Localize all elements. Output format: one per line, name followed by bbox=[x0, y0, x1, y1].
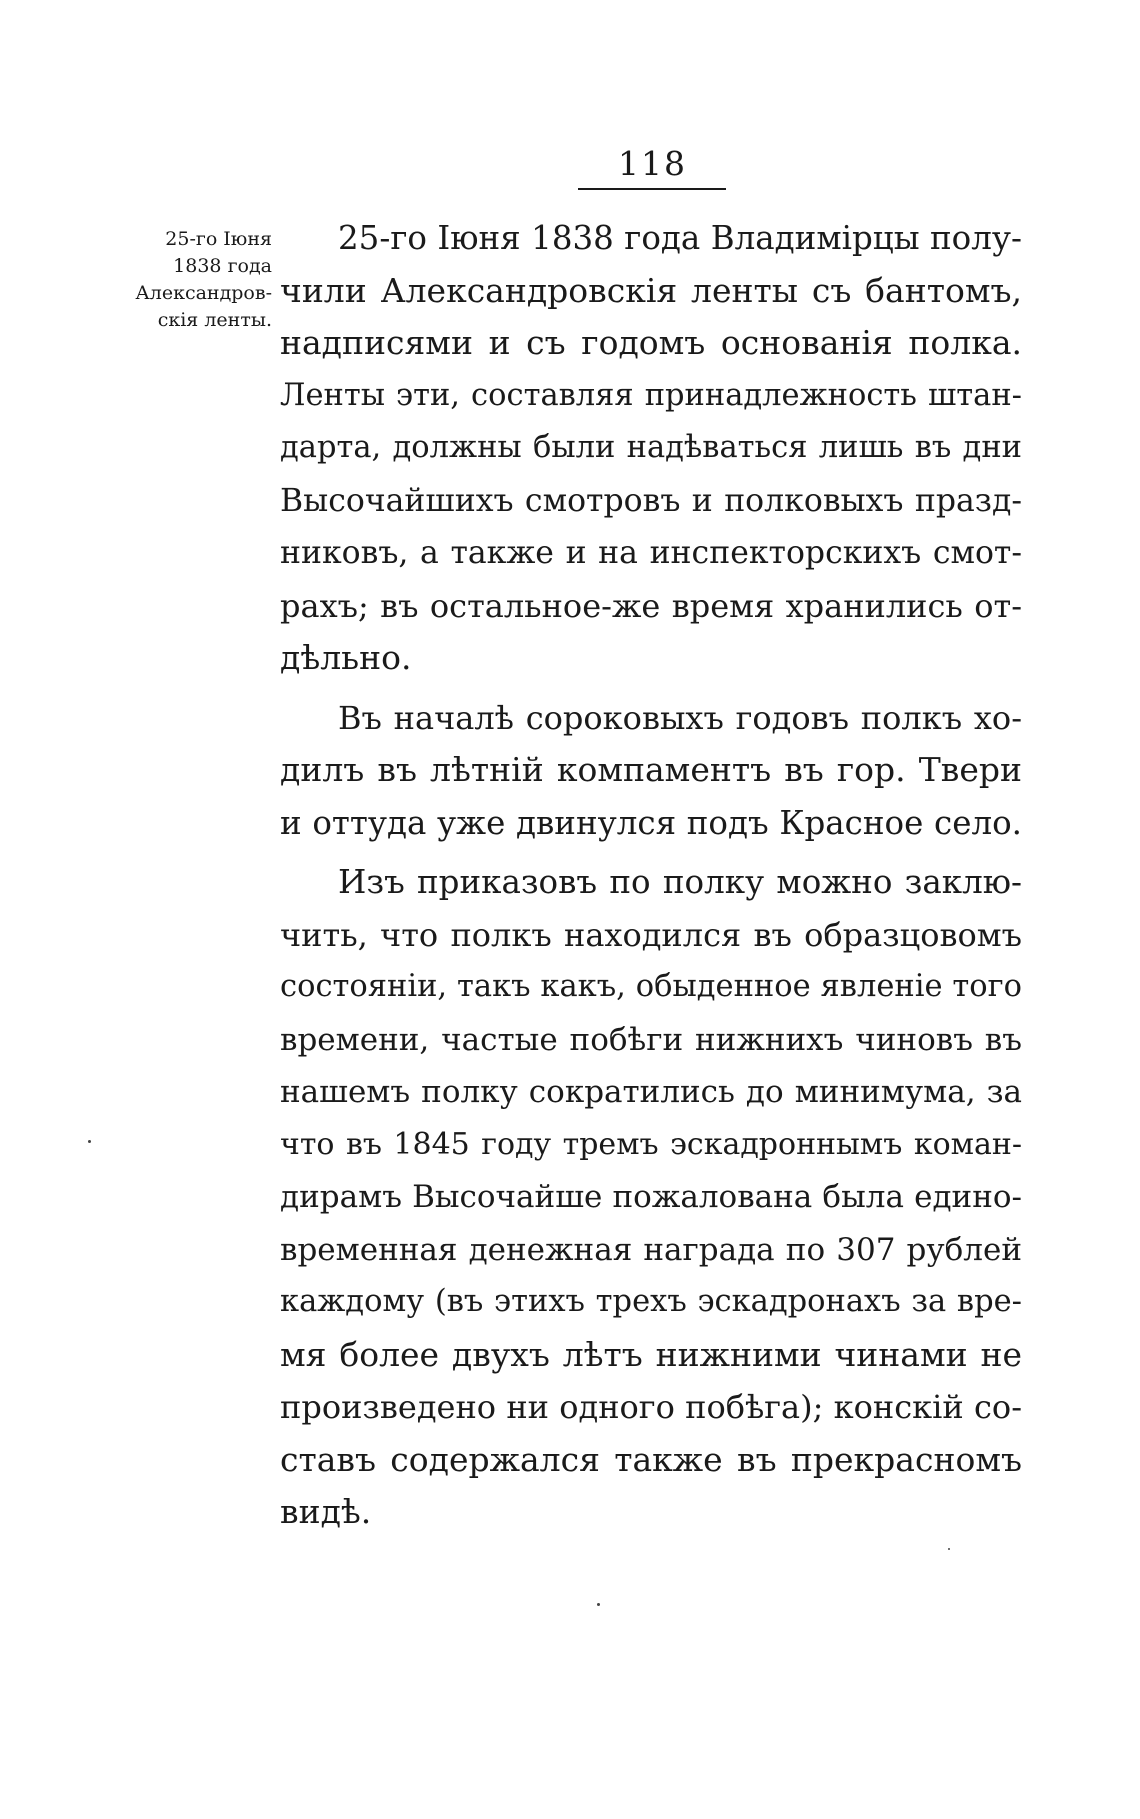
text-line: дарта, должны были надѣваться лишь въ дни bbox=[280, 430, 1022, 465]
text-line: видѣ. bbox=[280, 1492, 372, 1531]
print-speck bbox=[597, 1603, 600, 1606]
text-line: ставъ содержался также въ прекрасномъ bbox=[280, 1439, 1022, 1479]
text-line: что въ 1845 году тремъ эскадроннымъ коман- bbox=[280, 1126, 1022, 1162]
page-number: 118 bbox=[618, 144, 687, 183]
text-line: каждому (въ этихъ трехъ эскадронахъ за вре- bbox=[280, 1284, 1022, 1319]
text-line: рахъ; въ остальное-же время хранились от- bbox=[280, 586, 1022, 625]
body-text bbox=[280, 212, 1022, 1539]
text-line: времени, частые побѣги нижнихъ чиновъ въ bbox=[280, 1021, 1022, 1058]
text-line: дирамъ Высочайше пожалована была едино- bbox=[280, 1179, 1022, 1215]
text-line: нашемъ полку сократились до минимума, за bbox=[280, 1074, 1022, 1110]
margin-note-line: 25-го Іюня bbox=[165, 228, 272, 250]
text-line: состояніи, такъ какъ, обыденное явленіе того bbox=[280, 969, 1022, 1004]
text-line: чить, что полкъ находился въ образцовомъ bbox=[280, 915, 1022, 954]
page-number-rule bbox=[578, 188, 726, 190]
print-speck bbox=[88, 1140, 91, 1143]
paragraph-2 bbox=[280, 692, 1022, 850]
text-line: временная денежная награда по 307 рублей bbox=[280, 1231, 1022, 1268]
text-line: Изъ приказовъ по полку можно заклю- bbox=[338, 863, 1022, 901]
paragraph-gap bbox=[280, 849, 1022, 856]
paragraph-3 bbox=[280, 856, 1022, 1539]
text-line: Въ началѣ сороковыхъ годовъ полкъ хо- bbox=[338, 698, 1022, 737]
paragraph-1 bbox=[280, 212, 1022, 685]
margin-note-line: Александров- bbox=[135, 282, 272, 304]
text-line: и оттуда уже двинулся подъ Красное село. bbox=[280, 803, 1022, 842]
text-line: надписями и съ годомъ основанія полка. bbox=[280, 323, 1022, 362]
text-line: Высочайшихъ смотровъ и полковыхъ празд- bbox=[280, 482, 1022, 519]
text-line: произведено ни одного побѣга); конскій со- bbox=[280, 1388, 1022, 1426]
print-speck bbox=[948, 1548, 950, 1550]
text-line: чили Александровскія ленты съ бантомъ, bbox=[280, 270, 1022, 310]
margin-note bbox=[120, 226, 272, 334]
text-line: 25-го Іюня 1838 года Владимірцы полу- bbox=[338, 219, 1022, 257]
text-line: мя более двухъ лѣтъ нижними чинами не bbox=[280, 1334, 1022, 1374]
text-line: дѣльно. bbox=[280, 638, 412, 677]
text-line: никовъ, а также и на инспекторскихъ смот- bbox=[280, 535, 1022, 571]
paragraph-gap bbox=[280, 685, 1022, 692]
text-line: дилъ въ лѣтній компаментъ въ гор. Твери bbox=[280, 750, 1022, 789]
margin-note-line: 1838 года bbox=[173, 255, 272, 277]
margin-note-line: скія ленты. bbox=[157, 309, 272, 331]
text-line: Ленты эти, составляя принадлежность штан- bbox=[280, 377, 1022, 413]
